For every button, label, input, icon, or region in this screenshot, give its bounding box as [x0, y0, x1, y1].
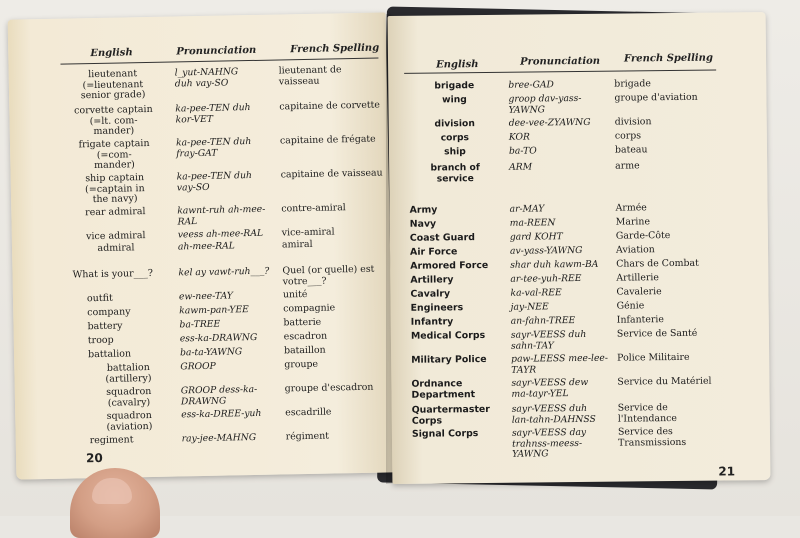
french-spelling: escadrille: [285, 406, 332, 419]
header-french-spelling: French Spelling: [290, 42, 380, 56]
glossary-row: [14, 358, 384, 385]
glossary-row: [9, 64, 379, 102]
french-spelling: vice-amiral: [281, 226, 335, 239]
french-spelling: bateau: [614, 144, 648, 156]
glossary-row: [12, 263, 382, 287]
english-term: What is your___?: [72, 267, 154, 281]
pronunciation: ka-val-REE: [510, 287, 562, 299]
pronunciation: sayr-VEESS day trahnss-meess- YAWNG: [511, 426, 587, 460]
glossary-row: [390, 202, 760, 216]
english-term: Engineers: [410, 302, 464, 314]
english-term: frigate captain (=com- mander): [78, 137, 150, 172]
glossary-row: [390, 216, 760, 230]
glossary-row: [388, 91, 758, 116]
french-spelling: division: [614, 116, 652, 128]
glossary-row: [392, 426, 762, 460]
pronunciation: ka-pee-TEN duh kor-VET: [175, 102, 251, 125]
french-spelling: Quel (or quelle) est votre___?: [282, 263, 375, 287]
pronunciation: sayr-VEESS duh lan-tahn-DAHNSS: [511, 402, 596, 426]
glossary-row: [389, 130, 759, 144]
french-spelling: compagnie: [283, 302, 336, 315]
english-term: ship: [444, 146, 466, 158]
pronunciation: kel ay vawt-ruh___?: [178, 265, 270, 279]
english-term: regiment: [89, 434, 134, 447]
french-spelling: Cavalerie: [616, 286, 662, 298]
pronunciation: ess-ka-DRAWNG: [179, 331, 258, 345]
english-term: Military Police: [411, 353, 487, 366]
pronunciation: ba-TO: [508, 145, 537, 157]
glossary-row: [391, 375, 761, 401]
french-spelling: groupe d'escadron: [284, 381, 374, 395]
pronunciation: ARM: [509, 161, 533, 173]
pronunciation: groop dav-yass- YAWNG: [508, 92, 582, 116]
english-term: outfit: [86, 292, 113, 305]
page-number: 20: [85, 450, 103, 466]
french-spelling: capitaine de frégate: [279, 133, 376, 147]
french-spelling: Armée: [615, 202, 647, 214]
french-spelling: régiment: [285, 430, 330, 443]
pronunciation: paw-LEESS mee-lee- TAYR: [511, 352, 609, 376]
english-term: battery: [87, 320, 123, 333]
glossary-row: [391, 300, 761, 314]
english-term: Armored Force: [410, 259, 489, 272]
left-page: [8, 12, 395, 479]
french-spelling: unité: [282, 288, 308, 301]
french-spelling: groupe: [284, 358, 319, 371]
glossary-row: [390, 272, 760, 286]
english-term: rear admiral: [85, 206, 146, 219]
french-spelling: Police Militaire: [617, 351, 690, 364]
right-page: [388, 12, 771, 484]
english-term: branch of service: [430, 162, 480, 184]
english-term: corps: [440, 132, 470, 144]
english-term: troop: [87, 334, 114, 347]
pronunciation: GROOP dess-ka- DRAWNG: [180, 383, 258, 407]
glossary-row: [392, 402, 762, 427]
english-term: battalion (artillery): [105, 362, 152, 385]
english-term: Army: [409, 204, 438, 216]
pronunciation: ka-pee-TEN duh vay-SO: [176, 170, 252, 193]
english-term: Quartermaster Corps: [411, 403, 490, 427]
french-spelling: contre-amiral: [281, 202, 346, 215]
glossary-row: [15, 406, 385, 433]
english-term: company: [87, 306, 131, 319]
pronunciation: gard KOHT: [509, 231, 563, 243]
glossary-row: [388, 78, 758, 92]
glossary-row: [390, 230, 760, 244]
french-spelling: arme: [615, 160, 640, 172]
pronunciation: ray-jee-MAHNG: [181, 431, 257, 445]
header-english: English: [436, 59, 479, 71]
french-spelling: escadron: [283, 330, 328, 343]
glossary-row: [391, 314, 761, 328]
french-spelling: lieutenant de vaisseau: [278, 64, 342, 87]
glossary-row: [389, 144, 759, 158]
glossary-row: [12, 226, 382, 243]
pronunciation: ka-pee-TEN duh fray-GAT: [175, 136, 252, 159]
english-term: admiral: [97, 242, 135, 254]
english-term: Navy: [409, 218, 437, 230]
french-spelling: amiral: [281, 238, 313, 251]
header-pronunciation: Pronunciation: [519, 55, 601, 68]
english-term: Ordnance Department: [411, 378, 476, 401]
page-number: 21: [718, 464, 736, 479]
glossary-row: [389, 160, 759, 184]
pronunciation: shar duh kawm-BA: [510, 258, 599, 271]
glossary-row: [390, 257, 760, 272]
pronunciation: ar-MAY: [509, 203, 545, 215]
french-spelling: Service du Matériel: [617, 375, 712, 388]
french-spelling: Service de Santé: [616, 327, 698, 340]
pronunciation: av-yass-YAWNG: [509, 244, 583, 257]
french-spelling: capitaine de corvette: [279, 99, 381, 113]
english-term: wing: [441, 94, 467, 106]
glossary-row: [15, 381, 385, 409]
french-spelling: Aviation: [615, 244, 655, 256]
english-term: squadron (cavalry): [106, 385, 152, 409]
glossary-row: [14, 344, 384, 361]
english-term: Artillery: [410, 274, 454, 286]
pronunciation: l_yut-NAHNG duh vay-SO: [174, 66, 239, 89]
glossary-row: [13, 316, 383, 333]
english-term: battalion: [87, 348, 132, 361]
pronunciation: KOR: [508, 131, 530, 143]
english-term: vice admiral: [85, 230, 146, 243]
french-spelling: bataillon: [283, 344, 326, 357]
glossary-row: [390, 286, 760, 300]
pronunciation: bree-GAD: [508, 79, 554, 91]
french-spelling: Infanterie: [616, 314, 664, 326]
french-spelling: Génie: [616, 300, 645, 312]
pronunciation: ar-tee-yuh-REE: [510, 272, 582, 285]
french-spelling: Marine: [615, 216, 651, 228]
french-spelling: brigade: [614, 78, 651, 90]
french-spelling: groupe d'aviation: [614, 91, 698, 104]
english-term: division: [434, 118, 475, 130]
pronunciation: ma-REEN: [509, 217, 556, 229]
pronunciation: ah-mee-RAL: [177, 240, 235, 253]
pronunciation: veess ah-mee-RAL: [177, 227, 264, 241]
glossary-row: [13, 288, 383, 305]
glossary-row: [390, 244, 760, 258]
pronunciation: ba-ta-YAWNG: [179, 346, 243, 359]
french-spelling: Garde-Côte: [615, 230, 671, 242]
english-term: brigade: [434, 80, 475, 92]
pronunciation: ess-ka-DREE-yuh: [181, 407, 262, 421]
english-term: Signal Corps: [411, 428, 479, 440]
pronunciation: kawm-pan-YEE: [179, 304, 249, 317]
pronunciation: GROOP: [180, 360, 216, 373]
glossary-row: [16, 430, 386, 447]
header-pronunciation: Pronunciation: [176, 44, 257, 58]
english-term: Medical Corps: [410, 329, 486, 342]
english-term: Infantry: [410, 316, 454, 328]
english-term: lieutenant (=lieutenant senior grade): [80, 68, 146, 102]
english-term: Cavalry: [410, 288, 451, 300]
header-english: English: [90, 47, 133, 60]
glossary-row: [13, 302, 383, 319]
pronunciation: ba-TREE: [179, 318, 221, 331]
english-term: Coast Guard: [409, 232, 475, 244]
french-spelling: Service de l'Intendance: [617, 402, 677, 425]
pronunciation: jay-NEE: [510, 301, 549, 313]
french-spelling: corps: [614, 130, 642, 142]
pronunciation: sayr-VEESS dew ma-tayr-YEL: [511, 376, 589, 400]
english-term: ship captain (=captain in the navy): [85, 172, 145, 206]
french-spelling: Chars de Combat: [616, 257, 699, 270]
pronunciation: dee-vee-ZYAWNG: [508, 116, 591, 129]
french-spelling: batterie: [283, 316, 322, 329]
pronunciation: kawnt-ruh ah-mee- RAL: [177, 203, 266, 227]
english-term: squadron (aviation): [106, 409, 153, 433]
glossary-row: [389, 116, 759, 130]
english-term: Air Force: [409, 246, 458, 258]
english-term: corvette captain (=lt. com- mander): [73, 103, 153, 138]
french-spelling: Service des Transmissions: [617, 426, 687, 449]
glossary-row: [14, 330, 384, 347]
french-spelling: Artillerie: [616, 272, 659, 284]
pronunciation: an-fahn-TREE: [510, 315, 576, 327]
header-french-spelling: French Spelling: [623, 52, 713, 65]
pronunciation: ew-nee-TAY: [178, 290, 234, 303]
french-spelling: capitaine de vaisseau: [280, 167, 383, 181]
glossary-row: [391, 327, 761, 352]
pronunciation: sayr-VEESS duh sahn-TAY: [510, 328, 587, 352]
glossary-row: [391, 351, 761, 376]
